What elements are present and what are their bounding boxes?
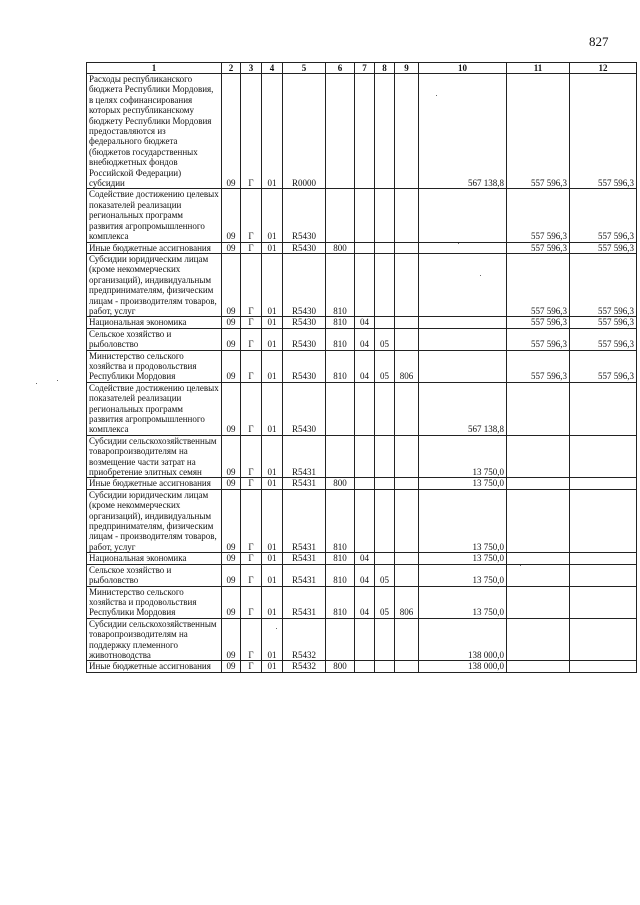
- cell-c4: 01: [262, 382, 283, 435]
- cell-c3: Г: [241, 74, 262, 189]
- cell-c10: [419, 350, 507, 382]
- cell-c9: [395, 478, 419, 489]
- cell-c9: [395, 317, 419, 328]
- cell-c10: [419, 328, 507, 350]
- cell-c9: 806: [395, 350, 419, 382]
- cell-c9: [395, 189, 419, 242]
- cell-c10: [419, 317, 507, 328]
- cell-c2: 09: [222, 553, 241, 564]
- row-name: Содействие достижению целевых показателей реализации региональных программ развития агропромышленного комплекса: [89, 189, 219, 242]
- cell-c7: [355, 478, 375, 489]
- scan-speck: [57, 380, 58, 381]
- page-number: 827: [589, 34, 609, 49]
- row-name-cell: [87, 328, 222, 350]
- scan-speck: [458, 243, 459, 244]
- cell-c11: 557 596,3: [507, 253, 570, 316]
- cell-c8: [375, 253, 395, 316]
- scan-speck: [436, 95, 437, 96]
- cell-c10: [419, 253, 507, 316]
- cell-c7: 04: [355, 350, 375, 382]
- row-name-cell: [87, 564, 222, 586]
- cell-c8: [375, 435, 395, 478]
- row-name-cell: [87, 350, 222, 382]
- row-name: Министерство сельского хозяйства и продовольствия Республики Мордовия: [89, 350, 197, 382]
- cell-c3: Г: [241, 661, 262, 672]
- row-name: Содействие достижению целевых показателей реализации региональных программ развития агропромышленного комплекса: [89, 382, 219, 435]
- row-name: Субсидии юридическим лицам (кроме некоммерческих организаций), индивидуальным предпринимателям, физическим лицам - производителям товаров, работ, услуг: [89, 253, 217, 316]
- cell-c6: 800: [326, 242, 355, 253]
- row-name: Сельское хозяйство и рыболовство: [89, 564, 172, 586]
- cell-c11: 557 596,3: [507, 317, 570, 328]
- cell-c9: 806: [395, 586, 419, 618]
- cell-c3: Г: [241, 350, 262, 382]
- cell-c12: [570, 435, 637, 478]
- row-name: Субсидии сельскохозяйственным товаропроизводителям на поддержку племенного животноводства: [89, 618, 217, 660]
- cell-c12: 557 596,3: [570, 350, 637, 382]
- cell-c2: 09: [222, 478, 241, 489]
- cell-c12: [570, 564, 637, 586]
- cell-c8: [375, 478, 395, 489]
- cell-c9: [395, 618, 419, 661]
- cell-c6: 810: [326, 586, 355, 618]
- cell-c11: [507, 489, 570, 552]
- cell-c11: 557 596,3: [507, 350, 570, 382]
- cell-c12: [570, 478, 637, 489]
- cell-c7: [355, 382, 375, 435]
- cell-c6: 810: [326, 350, 355, 382]
- cell-c2: 09: [222, 328, 241, 350]
- row-name-cell: [87, 253, 222, 316]
- cell-c6: [326, 189, 355, 242]
- cell-c6: 800: [326, 661, 355, 672]
- cell-c8: 05: [375, 350, 395, 382]
- cell-c5: R5431: [283, 478, 326, 489]
- cell-c11: [507, 564, 570, 586]
- cell-c12: 557 596,3: [570, 74, 637, 189]
- cell-c8: [375, 553, 395, 564]
- cell-c12: [570, 661, 637, 672]
- column-header-4: 4: [262, 63, 283, 74]
- cell-c4: 01: [262, 242, 283, 253]
- cell-c9: [395, 435, 419, 478]
- cell-c5: R5431: [283, 435, 326, 478]
- table-row: [87, 74, 637, 189]
- cell-c7: 04: [355, 553, 375, 564]
- cell-c9: [395, 489, 419, 552]
- cell-c10: 13 750,0: [419, 553, 507, 564]
- row-name-cell: [87, 317, 222, 328]
- cell-c8: [375, 489, 395, 552]
- cell-c8: 05: [375, 586, 395, 618]
- row-name-cell: [87, 382, 222, 435]
- row-name-cell: [87, 435, 222, 478]
- row-name: Национальная экономика: [89, 553, 187, 564]
- cell-c9: [395, 253, 419, 316]
- cell-c8: [375, 242, 395, 253]
- cell-c9: [395, 661, 419, 672]
- cell-c10: 13 750,0: [419, 586, 507, 618]
- cell-c2: 09: [222, 489, 241, 552]
- column-header-8: 8: [375, 63, 395, 74]
- cell-c9: [395, 74, 419, 189]
- cell-c6: 800: [326, 478, 355, 489]
- cell-c3: Г: [241, 242, 262, 253]
- cell-c3: Г: [241, 553, 262, 564]
- cell-c3: Г: [241, 189, 262, 242]
- cell-c12: [570, 553, 637, 564]
- column-header-11: 11: [507, 63, 570, 74]
- row-name-cell: [87, 242, 222, 253]
- cell-c7: [355, 74, 375, 189]
- cell-c10: 138 000,0: [419, 618, 507, 661]
- cell-c12: [570, 618, 637, 661]
- column-header-1: 1: [87, 63, 222, 74]
- table-row: [87, 553, 637, 564]
- cell-c3: Г: [241, 435, 262, 478]
- column-header-10: 10: [419, 63, 507, 74]
- cell-c5: R5431: [283, 553, 326, 564]
- cell-c5: R5430: [283, 242, 326, 253]
- cell-c11: [507, 435, 570, 478]
- cell-c11: [507, 618, 570, 661]
- table-row: [87, 564, 637, 586]
- cell-c2: 09: [222, 317, 241, 328]
- cell-c9: [395, 564, 419, 586]
- column-header-2: 2: [222, 63, 241, 74]
- cell-c2: 09: [222, 435, 241, 478]
- column-header-7: 7: [355, 63, 375, 74]
- cell-c4: 01: [262, 478, 283, 489]
- cell-c12: 557 596,3: [570, 317, 637, 328]
- cell-c4: 01: [262, 553, 283, 564]
- cell-c6: 810: [326, 489, 355, 552]
- cell-c3: Г: [241, 618, 262, 661]
- table-row: [87, 317, 637, 328]
- cell-c10: 567 138,8: [419, 74, 507, 189]
- cell-c9: [395, 382, 419, 435]
- cell-c8: [375, 382, 395, 435]
- cell-c7: [355, 189, 375, 242]
- cell-c3: Г: [241, 253, 262, 316]
- cell-c5: R5432: [283, 661, 326, 672]
- cell-c11: [507, 478, 570, 489]
- cell-c3: Г: [241, 382, 262, 435]
- cell-c11: 557 596,3: [507, 74, 570, 189]
- cell-c12: 557 596,3: [570, 189, 637, 242]
- cell-c2: 09: [222, 74, 241, 189]
- row-name: Национальная экономика: [89, 317, 187, 328]
- row-name: Министерство сельского хозяйства и продовольствия Республики Мордовия: [89, 586, 197, 618]
- cell-c6: [326, 74, 355, 189]
- row-name-cell: [87, 189, 222, 242]
- table-row: [87, 253, 637, 316]
- cell-c6: 810: [326, 317, 355, 328]
- cell-c4: 01: [262, 564, 283, 586]
- cell-c10: [419, 242, 507, 253]
- cell-c11: [507, 586, 570, 618]
- table-row: [87, 189, 637, 242]
- cell-c9: [395, 553, 419, 564]
- cell-c5: R5430: [283, 189, 326, 242]
- table-header-row: [87, 63, 637, 74]
- cell-c11: [507, 553, 570, 564]
- cell-c5: R5431: [283, 586, 326, 618]
- cell-c4: 01: [262, 489, 283, 552]
- cell-c6: 810: [326, 253, 355, 316]
- cell-c10: 13 750,0: [419, 478, 507, 489]
- column-header-9: 9: [395, 63, 419, 74]
- cell-c12: 557 596,3: [570, 328, 637, 350]
- table-row: [87, 435, 637, 478]
- cell-c5: R5430: [283, 328, 326, 350]
- row-name: Субсидии сельскохозяйственным товаропроизводителям на возмещение части затрат на приобретение элитных семян: [89, 435, 217, 478]
- cell-c4: 01: [262, 435, 283, 478]
- cell-c10: 567 138,8: [419, 382, 507, 435]
- cell-c4: 01: [262, 74, 283, 189]
- budget-table: [86, 62, 637, 673]
- cell-c6: [326, 382, 355, 435]
- scan-speck: [480, 275, 481, 276]
- cell-c6: 810: [326, 553, 355, 564]
- cell-c8: [375, 661, 395, 672]
- cell-c2: 09: [222, 382, 241, 435]
- cell-c7: [355, 253, 375, 316]
- row-name: Иные бюджетные ассигнования: [89, 478, 211, 489]
- cell-c5: R5432: [283, 618, 326, 661]
- scan-speck: [520, 565, 521, 566]
- column-header-3: 3: [241, 63, 262, 74]
- row-name: Иные бюджетные ассигнования: [89, 661, 211, 672]
- cell-c2: 09: [222, 661, 241, 672]
- row-name: Расходы республиканского бюджета Республики Мордовия, в целях софинансирования которых республиканскому бюджету Республики Мордовия предоставляются из федерального бюджета (бюджетов государственных внебюджетных фондов Российской Федерации) субсидии: [89, 74, 214, 189]
- table-row: [87, 478, 637, 489]
- cell-c12: [570, 489, 637, 552]
- cell-c8: [375, 618, 395, 661]
- cell-c7: 04: [355, 564, 375, 586]
- table-row: [87, 382, 637, 435]
- cell-c2: 09: [222, 253, 241, 316]
- cell-c4: 01: [262, 317, 283, 328]
- cell-c9: [395, 328, 419, 350]
- cell-c9: [395, 242, 419, 253]
- cell-c7: [355, 661, 375, 672]
- cell-c12: [570, 586, 637, 618]
- row-name: Иные бюджетные ассигнования: [89, 242, 211, 253]
- cell-c10: [419, 189, 507, 242]
- cell-c4: 01: [262, 253, 283, 316]
- row-name-cell: [87, 586, 222, 618]
- table-row: [87, 586, 637, 618]
- cell-c7: [355, 435, 375, 478]
- cell-c4: 01: [262, 661, 283, 672]
- cell-c12: 557 596,3: [570, 253, 637, 316]
- cell-c3: Г: [241, 564, 262, 586]
- cell-c11: 557 596,3: [507, 189, 570, 242]
- cell-c2: 09: [222, 618, 241, 661]
- cell-c4: 01: [262, 586, 283, 618]
- cell-c6: [326, 435, 355, 478]
- cell-c2: 09: [222, 564, 241, 586]
- cell-c7: 04: [355, 328, 375, 350]
- cell-c2: 09: [222, 242, 241, 253]
- column-header-5: 5: [283, 63, 326, 74]
- cell-c4: 01: [262, 618, 283, 661]
- cell-c5: R5431: [283, 489, 326, 552]
- scan-speck: [36, 383, 37, 384]
- cell-c7: [355, 489, 375, 552]
- cell-c3: Г: [241, 328, 262, 350]
- row-name-cell: [87, 661, 222, 672]
- row-name: Сельское хозяйство и рыболовство: [89, 328, 172, 350]
- cell-c10: 13 750,0: [419, 564, 507, 586]
- cell-c2: 09: [222, 586, 241, 618]
- cell-c5: R0000: [283, 74, 326, 189]
- cell-c4: 01: [262, 189, 283, 242]
- cell-c12: 557 596,3: [570, 242, 637, 253]
- cell-c5: R5430: [283, 253, 326, 316]
- table-row: [87, 350, 637, 382]
- cell-c8: 05: [375, 328, 395, 350]
- cell-c11: 557 596,3: [507, 242, 570, 253]
- cell-c12: [570, 382, 637, 435]
- cell-c11: [507, 382, 570, 435]
- cell-c5: R5430: [283, 382, 326, 435]
- cell-c8: [375, 74, 395, 189]
- cell-c6: [326, 618, 355, 661]
- cell-c5: R5431: [283, 564, 326, 586]
- cell-c4: 01: [262, 350, 283, 382]
- cell-c5: R5430: [283, 350, 326, 382]
- cell-c3: Г: [241, 478, 262, 489]
- cell-c2: 09: [222, 189, 241, 242]
- cell-c8: 05: [375, 564, 395, 586]
- row-name: Субсидии юридическим лицам (кроме некоммерческих организаций), индивидуальным предпринимателям, физическим лицам - производителям товаров, работ, услуг: [89, 489, 217, 552]
- cell-c3: Г: [241, 317, 262, 328]
- cell-c6: 810: [326, 564, 355, 586]
- row-name-cell: [87, 553, 222, 564]
- cell-c8: [375, 189, 395, 242]
- row-name-cell: [87, 489, 222, 552]
- cell-c10: 13 750,0: [419, 435, 507, 478]
- cell-c11: [507, 661, 570, 672]
- scan-speck: [276, 628, 277, 629]
- cell-c2: 09: [222, 350, 241, 382]
- column-header-12: 12: [570, 63, 637, 74]
- cell-c4: 01: [262, 328, 283, 350]
- cell-c10: 138 000,0: [419, 661, 507, 672]
- table-row: [87, 242, 637, 253]
- row-name-cell: [87, 74, 222, 189]
- cell-c7: [355, 242, 375, 253]
- cell-c11: 557 596,3: [507, 328, 570, 350]
- table-row: [87, 661, 637, 672]
- cell-c3: Г: [241, 489, 262, 552]
- cell-c10: 13 750,0: [419, 489, 507, 552]
- cell-c3: Г: [241, 586, 262, 618]
- table-row: [87, 489, 637, 552]
- row-name-cell: [87, 478, 222, 489]
- cell-c7: 04: [355, 317, 375, 328]
- cell-c5: R5430: [283, 317, 326, 328]
- table-row: [87, 328, 637, 350]
- cell-c8: [375, 317, 395, 328]
- cell-c7: 04: [355, 586, 375, 618]
- column-header-6: 6: [326, 63, 355, 74]
- cell-c7: [355, 618, 375, 661]
- row-name-cell: [87, 618, 222, 661]
- cell-c6: 810: [326, 328, 355, 350]
- table-row: [87, 618, 637, 661]
